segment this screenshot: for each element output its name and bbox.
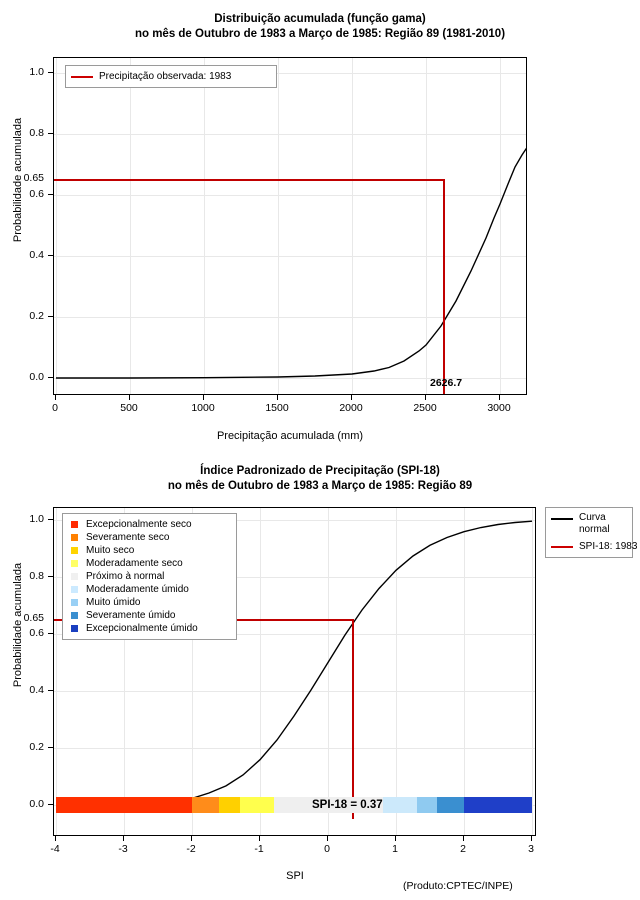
- x-tick: [327, 836, 328, 841]
- x-tick: [55, 836, 56, 841]
- square-swatch-icon: [71, 560, 78, 567]
- legend-item: [68, 518, 230, 531]
- legend-item: [71, 70, 270, 83]
- strip-segment-moderadamente-umido: [383, 797, 417, 813]
- spi-value-label: SPI-18 = 0.37: [312, 799, 383, 811]
- legend-item: [551, 512, 626, 536]
- panel2-y-axis-title: Probabilidade acumulada: [12, 562, 24, 688]
- panel2-marker-vertical: [352, 619, 354, 819]
- strip-segment-moderadamente-seco: [240, 797, 274, 813]
- strip-segment-muito-umido: [417, 797, 437, 813]
- y-tick-label: 0.2: [29, 741, 44, 753]
- x-tick-label: 3: [528, 843, 534, 855]
- y-tick: [48, 316, 53, 317]
- legend-item: [68, 622, 230, 635]
- x-tick-label: 2000: [339, 402, 363, 414]
- square-swatch-icon: [71, 612, 78, 619]
- line-swatch-icon: [551, 546, 573, 548]
- x-tick-label: 2: [460, 843, 466, 855]
- y-tick-label: 0.6: [29, 188, 44, 200]
- panel1-title-line1: Distribuição acumulada (função gama): [214, 13, 426, 25]
- y-tick: [48, 377, 53, 378]
- x-tick: [351, 395, 352, 400]
- strip-segment-excepcionalmente-seco: [56, 797, 192, 813]
- panel2-marker-y-label: 0.65: [23, 612, 44, 624]
- legend-item: [68, 531, 230, 544]
- panel1-plot-area: [53, 57, 527, 395]
- square-swatch-icon: [71, 586, 78, 593]
- y-tick-label: 0.0: [29, 798, 44, 810]
- legend-label: SPI-18: 1983: [579, 541, 638, 552]
- legend-label: Excepcionalmente úmido: [86, 623, 198, 634]
- legend-label: Severamente úmido: [86, 610, 176, 621]
- x-tick-label: 0: [324, 843, 330, 855]
- y-tick-label: 0.2: [29, 310, 44, 322]
- panel1-marker-vertical: [443, 179, 445, 395]
- legend-item: [68, 557, 230, 570]
- panel1-marker-y-label: 0.65: [23, 172, 44, 184]
- x-tick-label: 0: [52, 402, 58, 414]
- y-tick-label: 0.6: [29, 627, 44, 639]
- y-tick-label: 1.0: [29, 66, 44, 78]
- y-tick: [48, 804, 53, 805]
- square-swatch-icon: [71, 547, 78, 554]
- x-tick: [425, 395, 426, 400]
- x-tick: [191, 836, 192, 841]
- y-tick: [48, 747, 53, 748]
- y-tick-label: 0.4: [29, 684, 44, 696]
- square-swatch-icon: [71, 521, 78, 528]
- x-tick: [395, 836, 396, 841]
- x-tick-label: 1000: [191, 402, 215, 414]
- x-tick: [531, 836, 532, 841]
- square-swatch-icon: [71, 625, 78, 632]
- panel1-x-axis-title: Precipitação acumulada (mm): [216, 430, 364, 442]
- x-tick: [463, 836, 464, 841]
- legend-item: [68, 583, 230, 596]
- x-tick-label: -4: [50, 843, 60, 855]
- y-tick: [48, 576, 53, 577]
- legend-label: Muito úmido: [86, 597, 141, 608]
- legend-label: Próximo à normal: [86, 571, 165, 582]
- legend-label: Moderadamente seco: [86, 558, 183, 569]
- legend-item: [551, 540, 638, 553]
- x-tick-label: -2: [186, 843, 196, 855]
- legend-label: Moderadamente úmido: [86, 584, 189, 595]
- panel2-plot-area: [53, 507, 536, 836]
- legend-label: Muito seco: [86, 545, 135, 556]
- panel-spi: [0, 450, 640, 900]
- x-tick: [277, 395, 278, 400]
- x-tick: [259, 836, 260, 841]
- legend-label: Precipitação observada: 1983: [99, 71, 232, 82]
- legend-label: Excepcionalmente seco: [86, 519, 192, 530]
- y-tick-label: 1.0: [29, 513, 44, 525]
- legend-item: [68, 570, 230, 583]
- line-swatch-icon: [71, 76, 93, 78]
- legend-label: Curva normal: [579, 512, 610, 535]
- line-swatch-icon: [551, 518, 573, 520]
- x-tick-label: 3000: [487, 402, 511, 414]
- panel1-marker-horizontal: [54, 179, 444, 181]
- y-tick-label: 0.8: [29, 127, 44, 139]
- x-tick: [129, 395, 130, 400]
- x-tick-label: 500: [120, 402, 138, 414]
- panel2-title-line1: Índice Padronizado de Precipitação (SPI-18): [200, 465, 440, 477]
- x-tick: [499, 395, 500, 400]
- y-tick: [48, 255, 53, 256]
- panel2-x-axis-title: SPI: [286, 870, 304, 882]
- y-tick-label: 0.0: [29, 371, 44, 383]
- y-tick: [48, 133, 53, 134]
- panel1-gamma-curve: [54, 58, 527, 395]
- x-tick-label: 1500: [265, 402, 289, 414]
- x-tick-label: -1: [254, 843, 264, 855]
- panel2-title-line2: no mês de Outubro de 1983 a Março de 1985: Região 89: [167, 480, 473, 492]
- x-tick-label: 1: [392, 843, 398, 855]
- panel1-marker-x-label: 2626.7: [430, 377, 463, 389]
- y-tick: [48, 72, 53, 73]
- x-tick-label: -3: [118, 843, 128, 855]
- square-swatch-icon: [71, 573, 78, 580]
- y-tick: [48, 519, 53, 520]
- panel2-curve-legend: [545, 507, 638, 558]
- y-tick: [48, 690, 53, 691]
- legend-item: [68, 596, 230, 609]
- y-tick: [48, 633, 53, 634]
- panel1-legend: [65, 65, 277, 88]
- y-tick: [48, 194, 53, 195]
- panel2-footer-credit: (Produto:CPTEC/INPE): [403, 880, 513, 892]
- x-tick: [55, 395, 56, 400]
- strip-segment-severamente-seco: [192, 797, 219, 813]
- legend-label: Severamente seco: [86, 532, 170, 543]
- y-tick-label: 0.4: [29, 249, 44, 261]
- spi-category-strip: [56, 797, 532, 813]
- panel1-y-axis-title: Probabilidade acumulada: [12, 117, 24, 243]
- panel1-title-line2: no mês de Outubro de 1983 a Março de 1985: Região 89 (1981-2010): [134, 28, 506, 40]
- x-tick: [123, 836, 124, 841]
- panel2-category-legend: [62, 513, 237, 640]
- strip-segment-excepcionalmente-umido: [464, 797, 532, 813]
- square-swatch-icon: [71, 599, 78, 606]
- y-tick-label: 0.8: [29, 570, 44, 582]
- strip-segment-muito-seco: [219, 797, 240, 813]
- strip-segment-severamente-umido: [437, 797, 464, 813]
- x-tick-label: 2500: [413, 402, 437, 414]
- legend-item: [68, 609, 230, 622]
- x-tick: [203, 395, 204, 400]
- legend-item: [68, 544, 230, 557]
- square-swatch-icon: [71, 534, 78, 541]
